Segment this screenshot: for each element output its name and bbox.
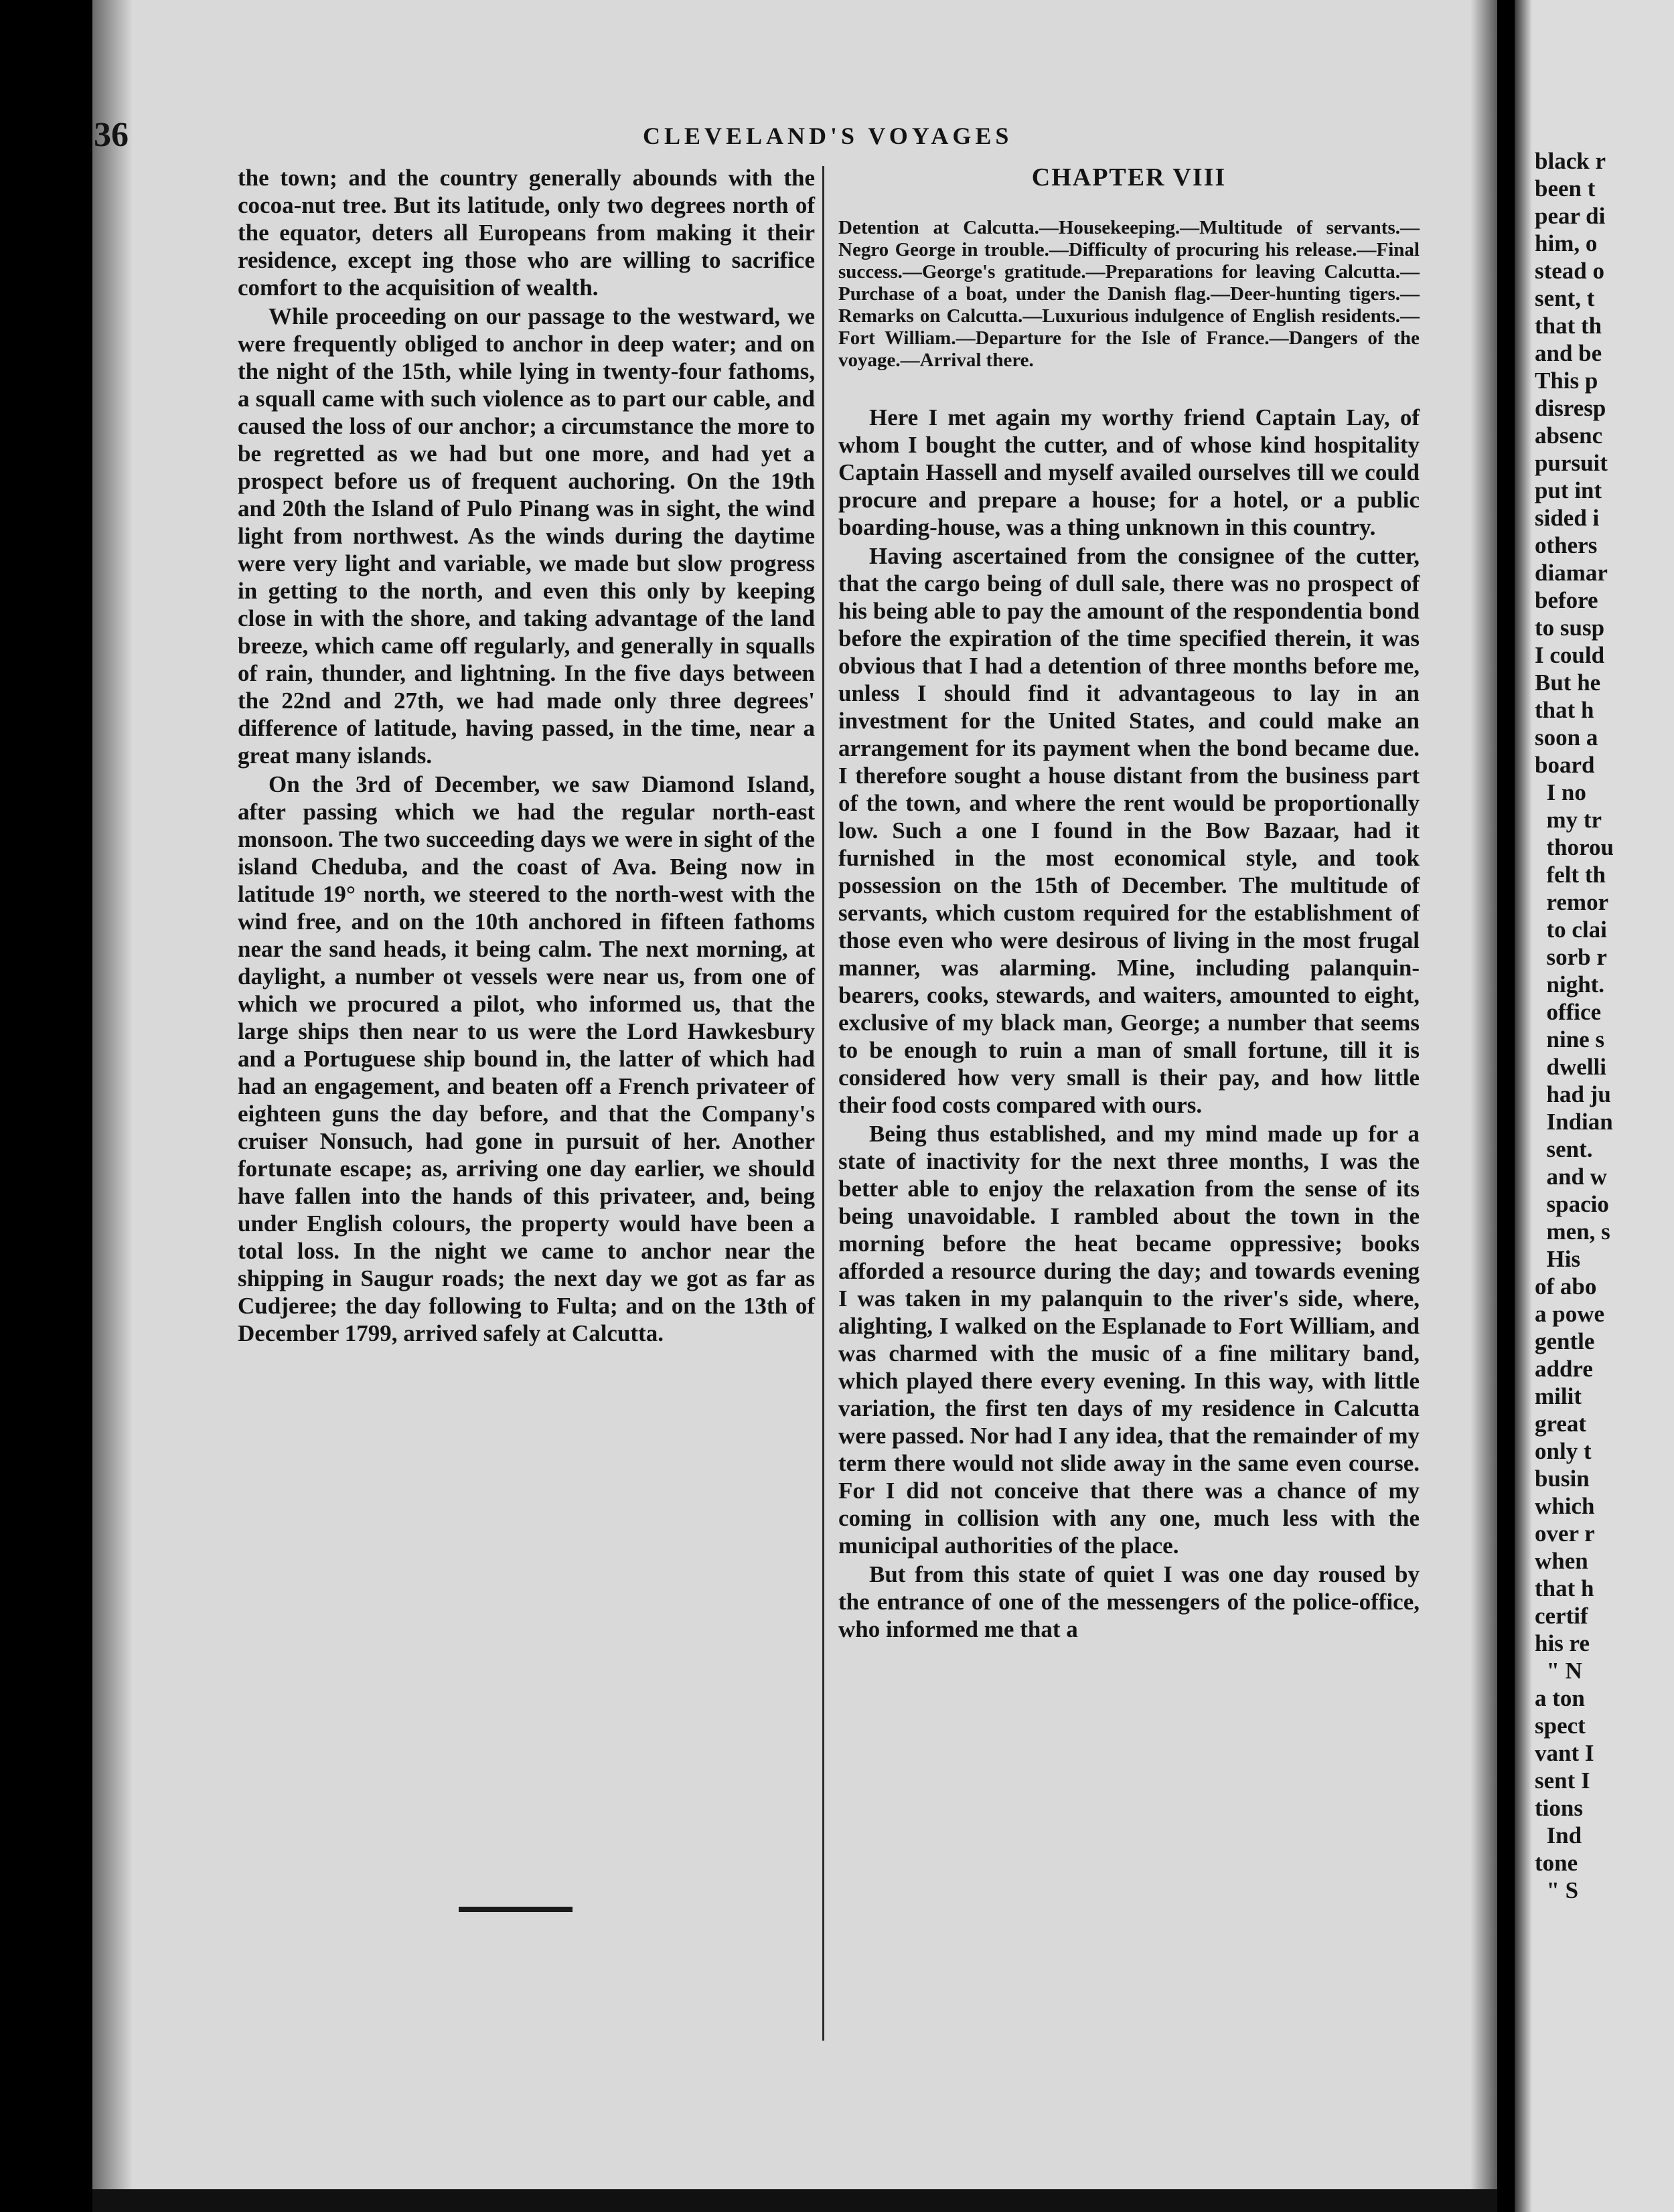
next-page-line: spect <box>1535 1713 1586 1739</box>
next-page-line: absenc <box>1535 422 1603 449</box>
next-page-line: his re <box>1535 1630 1590 1656</box>
next-page-line: and be <box>1535 340 1602 366</box>
column-divider <box>822 166 824 2041</box>
next-page-line: which <box>1535 1493 1595 1519</box>
next-page-line: that th <box>1535 313 1602 339</box>
next-page-line: Indian <box>1535 1109 1613 1135</box>
next-page-line: dwelli <box>1535 1054 1606 1080</box>
next-page-line: sided i <box>1535 505 1600 531</box>
next-page-line: " N <box>1535 1658 1582 1684</box>
next-page-line: Ind <box>1535 1822 1582 1848</box>
paragraph: Being thus established, and my mind made up for a state of inactivity for the next three months, I was the better able to enjoy the relaxation from the sense of its being unavoidable. I rambled about the town in the morning before the heat became oppressive; books afforded a resource during the day; and towards evening I was taken in my palanquin to the river's side, where, alighting, I walked on the Esplanade to Fort William, and was charmed with the music of a fine military band, which played there every evening. In this way, with little variation, the first ten days of my residence in Calcutta were passed. Nor had I any idea, that the remainder of my term there would not slide away in the same even course. For I did not conceive that there was a chance of my coming in collision with any one, much less with the municipal authorities of the place. <box>838 1121 1420 1559</box>
next-page-line: a ton <box>1535 1685 1585 1711</box>
next-page-line: others <box>1535 532 1598 558</box>
paragraph: Having ascertained from the consignee of the cutter, that the cargo being of dull sale, there was no prospect of his being able to pay the amount of the respondentia bond before the expiration of the time specified therein, it was obvious that I had a detention of three months before me, unless I should find it advantageous to lay in an investment for the United States, and could make an arrangement for its payment when the bond became due. I therefore sought a house distant from the business part of the town, and where the rent would be proportionally low. Such a one I found in the Bow Bazaar, had it furnished in the most economical style, and took possession on the 15th of December. The multitude of servants, which custom required for the establishment of those even who were desirous of living in the most frugal manner, was alarming. Mine, including palanquin-bearers, cooks, stewards, and waiters, amounted to eight, exclusive of my black man, George; a number that seems to be enough to ruin a man of small fortune, till it is considered how very small is their pay, and how little their food costs compared with ours. <box>838 543 1420 1118</box>
next-page-line: gentle <box>1535 1328 1595 1354</box>
next-page-line: nine s <box>1535 1026 1605 1052</box>
next-page-line: sent, t <box>1535 285 1595 311</box>
paragraph: On the 3rd of December, we saw Diamond Island, after passing which we had the regular north-east monsoon. The two succeeding days we were in sight of the island Cheduba, and the coast of Ava. Being now in latitude 19° north, we steered to the north-west with the wind free, and on the 10th anchored in fifteen fathoms near the sand heads, it being calm. The next morning, at daylight, a number ot vessels were near us, from one of which we procured a pilot, who informed us, that the large ships then near to us were the Lord Hawkesbury and a Portuguese ship bound in, the latter of which had had an engagement, and beaten off a French privateer of eighteen guns the day before, and that the Company's cruiser Nonsuch, had gone in pursuit of her. Another fortunate escape; as, arriving one day earlier, we should have fallen into the hands of this privateer, and, being under English colours, the property would have been a total loss. In the night we came to anchor near the shipping in Saugur roads; the next day we got as far as Cudjeree; the day following to Fulta; and on the 13th of December 1799, arrived safely at Calcutta. <box>238 771 815 1346</box>
next-page-line: to susp <box>1535 615 1605 641</box>
next-page-line: This p <box>1535 368 1598 394</box>
next-page-line: spacio <box>1535 1191 1609 1217</box>
next-page-line: diamar <box>1535 560 1608 586</box>
edge-shadow <box>1470 0 1497 2212</box>
paragraph: While proceeding on our passage to the westward, we were frequently obliged to anchor in deep water; and on the night of the 15th, while lying in twenty-four fathoms, a squall came with such violence as to part our cable, and caused the loss of our anchor; a circumstance the more to be regretted as we had but one more, and had yet a prospect before us of frequent auchoring. On the 19th and 20th the Island of Pulo Pinang was in sight, the wind light from northwest. As the winds during the daytime were very light and variable, we made but slow progress in getting to the north, and even this only by keeping close in with the shore, and taking advantage of the land breeze, which came off regularly, and generally in squalls of rain, thunder, and lightning. In the five days between the 22nd and 27th, we had made only three degrees' difference of latitude, having passed, in the time, near a great many islands. <box>238 303 815 769</box>
next-page-line: him, o <box>1535 230 1598 256</box>
next-page-line: busin <box>1535 1466 1590 1492</box>
chapter-heading: CHAPTER VIII <box>1031 163 1227 191</box>
next-page-line: been t <box>1535 175 1596 202</box>
next-page-line: of abo <box>1535 1273 1597 1299</box>
next-page-line: put int <box>1535 477 1602 503</box>
next-page-line: I could <box>1535 642 1605 668</box>
page-number: 36 <box>94 116 129 154</box>
next-page-line: great <box>1535 1411 1587 1437</box>
next-page-line: I no <box>1535 779 1586 805</box>
next-page-line: when <box>1535 1548 1588 1574</box>
next-page-line: that h <box>1535 1575 1594 1601</box>
next-page-line: board <box>1535 752 1595 778</box>
next-page-line: stead o <box>1535 258 1605 284</box>
next-page-line: tone <box>1535 1850 1578 1876</box>
next-page-line: only t <box>1535 1438 1592 1464</box>
chapter-summary: Detention at Calcutta.—Housekeeping.—Multitude of servants.—Negro George in trouble.—Difficulty of procuring his release.—Final success.—George's gratitude.—Preparations for leaving Calcutta.—Purchase of a boat, under the Danish flag.—Deer-hunting tigers.—Remarks on Calcutta.—Luxurious indulgence of English residents.—Fort William.—Departure for the Isle of France.—Dangers of the voyage.—Arrival there. <box>838 217 1420 371</box>
right-column <box>838 164 1420 1644</box>
next-page-line: soon a <box>1535 724 1598 750</box>
next-page-line: a powe <box>1535 1301 1605 1327</box>
left-column <box>238 164 815 1348</box>
next-page-line: men, s <box>1535 1218 1610 1245</box>
next-page-line: before <box>1535 587 1598 613</box>
next-page-line: that h <box>1535 697 1594 723</box>
section-end-rule <box>459 1907 573 1912</box>
next-page-line: thorou <box>1535 834 1614 860</box>
next-page-line: sorb r <box>1535 944 1607 970</box>
next-page-line: His <box>1535 1246 1581 1272</box>
next-page-line: vant I <box>1535 1740 1594 1766</box>
running-title: CLEVELAND'S VOYAGES <box>643 123 1013 149</box>
next-page-line: to clai <box>1535 917 1607 943</box>
next-page-line: certif <box>1535 1603 1588 1629</box>
paragraph: the town; and the country generally abounds with the cocoa-nut tree. But its latitude, only two degrees north of the equator, deters all Europeans from making it their residence, except ing those who are willing to sacrifice comfort to the acquisition of wealth. <box>238 165 815 301</box>
next-page-line: my tr <box>1535 807 1602 833</box>
next-page-line: and w <box>1535 1164 1607 1190</box>
next-page-line: " S <box>1535 1877 1579 1903</box>
next-page-line: felt th <box>1535 862 1606 888</box>
next-page-line: remor <box>1535 889 1609 915</box>
next-page-text <box>1535 147 1614 1904</box>
scan-bottom-edge <box>92 2189 1497 2212</box>
next-page-line: had ju <box>1535 1081 1611 1107</box>
paragraph: But from this state of quiet I was one day roused by the entrance of one of the messengers of the police-office, who informed me that a <box>838 1561 1420 1642</box>
next-page-line: over r <box>1535 1520 1595 1547</box>
paragraph: Here I met again my worthy friend Captain Lay, of whom I bought the cutter, and of whose kind hospitality Captain Hassell and myself availed ourselves till we could procure and prepare a house; for a hotel, or a public boarding-house, was a thing unknown in this country. <box>838 404 1420 540</box>
next-page-line: milit <box>1535 1383 1582 1409</box>
next-page-line: sent. <box>1535 1136 1593 1162</box>
next-page-gutter-shadow <box>1515 0 1532 2212</box>
next-page-line: night. <box>1535 971 1605 998</box>
next-page-line: pursuit <box>1535 450 1608 476</box>
next-page-fragment <box>1515 0 1674 2212</box>
gutter-shadow <box>92 0 133 2212</box>
next-page-line: black r <box>1535 148 1606 174</box>
next-page-line: But he <box>1535 669 1601 696</box>
next-page-line: tions <box>1535 1795 1583 1821</box>
next-page-line: addre <box>1535 1356 1593 1382</box>
next-page-line: disresp <box>1535 395 1606 421</box>
next-page-line: sent I <box>1535 1767 1590 1794</box>
next-page-line: office <box>1535 999 1602 1025</box>
next-page-line: pear di <box>1535 203 1606 229</box>
